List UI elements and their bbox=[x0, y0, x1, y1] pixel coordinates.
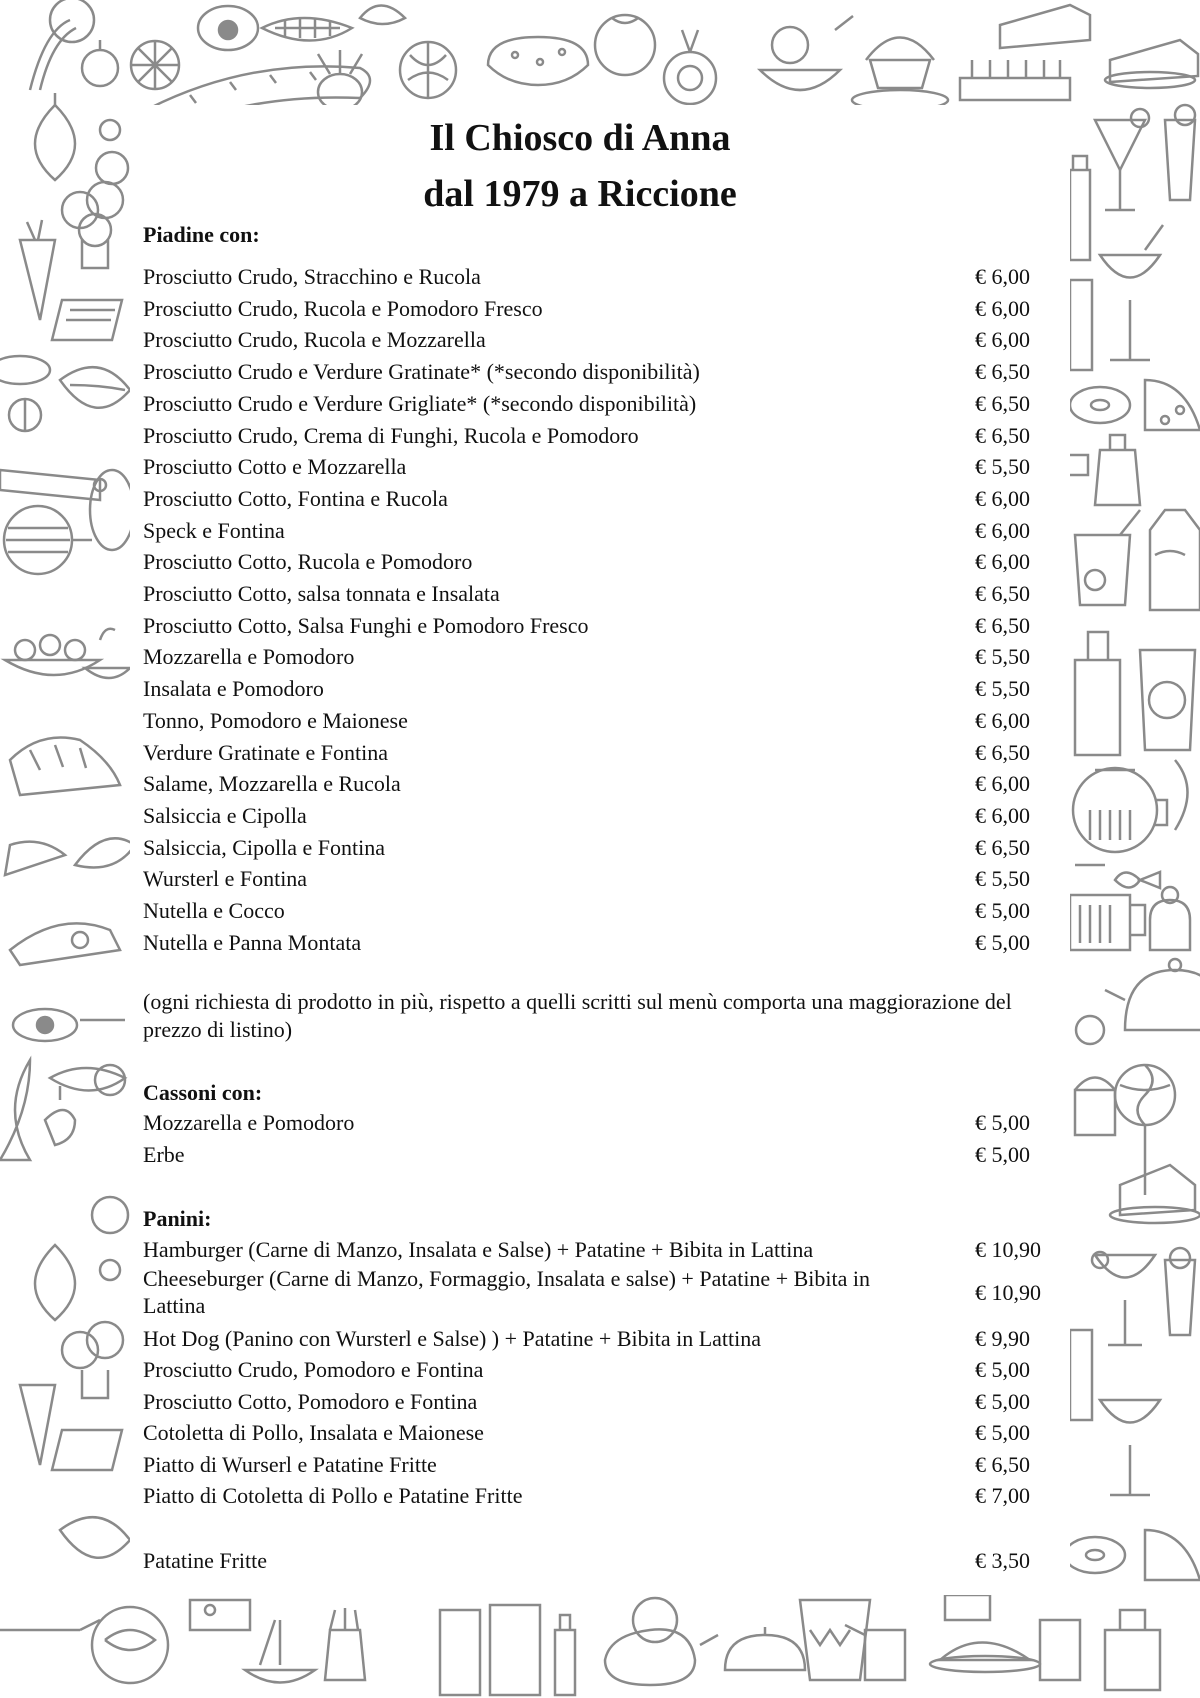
bread-icon bbox=[10, 738, 120, 796]
cake-icon bbox=[1150, 887, 1190, 950]
menu-item bbox=[143, 673, 1043, 704]
menu-item-name: Hot Dog (Panino con Wursterl e Salse) ) + Patatine + Bibita in Lattina bbox=[143, 1326, 762, 1351]
menu-item bbox=[143, 800, 1043, 831]
menu-item-name: Salsiccia e Cipolla bbox=[143, 803, 307, 828]
menu-item bbox=[143, 895, 1043, 926]
vegetable-icon bbox=[325, 1608, 365, 1680]
onion-icon bbox=[35, 93, 75, 180]
coffee-cup-icon bbox=[1073, 768, 1167, 852]
fruit-icon bbox=[50, 0, 94, 42]
menu-item-price: € 6,00 bbox=[975, 264, 1030, 289]
fruit-icon bbox=[82, 40, 118, 86]
bottle-icon bbox=[1095, 435, 1140, 505]
menu-item-price: € 6,50 bbox=[975, 613, 1030, 638]
menu-item-price: € 6,50 bbox=[975, 423, 1030, 448]
menu-item bbox=[143, 610, 1043, 641]
menu-item bbox=[143, 832, 1043, 863]
vegetable-icon bbox=[0, 356, 50, 384]
menu-item-name: Wursterl e Fontina bbox=[143, 866, 308, 891]
carrot-icon bbox=[20, 220, 55, 320]
egg-icon bbox=[13, 1009, 125, 1041]
broccoli-icon bbox=[62, 182, 123, 268]
menu-item-name: Verdure Gratinate e Fontina bbox=[143, 740, 388, 765]
menu-item-price: € 6,00 bbox=[975, 486, 1030, 511]
menu-item-price: € 7,00 bbox=[975, 1483, 1030, 1508]
bread-icon bbox=[52, 300, 122, 340]
menu-item bbox=[143, 1449, 1043, 1480]
bread-icon bbox=[52, 1430, 122, 1470]
bottle-icon bbox=[1105, 1610, 1160, 1690]
corn-icon bbox=[262, 18, 352, 41]
menu-item-price: € 5,50 bbox=[975, 676, 1030, 701]
menu-item-price: € 10,90 bbox=[975, 1237, 1041, 1262]
cake-icon bbox=[960, 60, 1070, 100]
menu-item-price: € 6,00 bbox=[975, 803, 1030, 828]
fruit-icon bbox=[1076, 1016, 1104, 1044]
menu-item-price: € 6,00 bbox=[975, 771, 1030, 796]
jar-icon bbox=[440, 1605, 540, 1695]
menu-item-price: € 6,00 bbox=[975, 549, 1030, 574]
menu-item bbox=[143, 863, 1043, 894]
vegetable-icon bbox=[0, 470, 106, 500]
vegetable-icon bbox=[400, 42, 456, 98]
jar-icon bbox=[190, 1600, 250, 1630]
menu-item-name: Prosciutto Crudo e Verdure Grigliate* (*secondo disponibilità) bbox=[143, 391, 697, 416]
menu-item-price: € 5,00 bbox=[975, 930, 1030, 955]
menu-item-price: € 3,50 bbox=[975, 1548, 1030, 1573]
section-heading-panini: Panini: bbox=[143, 1206, 212, 1231]
avocado-icon bbox=[198, 6, 258, 50]
menu-item-name: Prosciutto Crudo, Stracchino e Rucola bbox=[143, 264, 481, 289]
menu-item-price: € 5,50 bbox=[975, 644, 1030, 669]
menu-item bbox=[143, 1386, 1043, 1417]
cocktail-icon bbox=[1165, 105, 1195, 200]
menu-item bbox=[143, 293, 1043, 324]
salad-icon bbox=[60, 1517, 130, 1558]
grill-icon bbox=[4, 506, 92, 574]
menu-item-price: € 6,50 bbox=[975, 359, 1030, 384]
menu-item-name: Prosciutto Cotto, salsa tonnata e Insalata bbox=[143, 581, 500, 606]
menu-item-price: € 5,50 bbox=[975, 866, 1030, 891]
fruit-icon bbox=[96, 120, 128, 184]
cake-icon bbox=[1105, 40, 1198, 88]
menu-item-price: € 6,50 bbox=[975, 835, 1030, 860]
menu-item-price: € 6,50 bbox=[975, 740, 1030, 765]
menu-item-price: € 5,00 bbox=[975, 1142, 1030, 1167]
menu-item bbox=[143, 1417, 1043, 1448]
menu-item-price: € 6,00 bbox=[975, 518, 1030, 543]
menu-item bbox=[143, 388, 1043, 419]
donut-icon bbox=[1065, 1537, 1125, 1573]
teapot-icon bbox=[605, 1598, 718, 1685]
menu-item-name: Salame, Mozzarella e Rucola bbox=[143, 771, 401, 796]
menu-item-name: Prosciutto Cotto, Rucola e Pomodoro bbox=[143, 549, 473, 574]
broccoli-icon bbox=[62, 1322, 123, 1398]
jar-icon bbox=[945, 1595, 990, 1620]
menu-item-name: Piatto di Wurserl e Patatine Fritte bbox=[143, 1452, 437, 1477]
menu-item bbox=[143, 1107, 1043, 1138]
cocktail-icon bbox=[1075, 510, 1140, 605]
fruit-icon bbox=[131, 41, 179, 89]
menu-item-price: € 6,00 bbox=[975, 327, 1030, 352]
restaurant-subtitle: dal 1979 a Riccione bbox=[423, 173, 737, 215]
menu-item-price: € 6,50 bbox=[975, 581, 1030, 606]
menu-item bbox=[143, 641, 1043, 672]
menu-item-price: € 6,00 bbox=[975, 296, 1030, 321]
menu-item-price: € 10,90 bbox=[975, 1280, 1041, 1305]
section-heading-cassoni: Cassoni con: bbox=[143, 1080, 263, 1105]
menu-item-price: € 9,90 bbox=[975, 1326, 1030, 1351]
bottle-icon bbox=[1070, 280, 1092, 370]
cocktail-icon bbox=[1165, 1248, 1195, 1335]
menu-item-name: Prosciutto Crudo, Pomodoro e Fontina bbox=[143, 1357, 484, 1382]
pie-icon bbox=[930, 1643, 1040, 1673]
menu-item bbox=[143, 705, 1043, 736]
bottle-icon bbox=[555, 1615, 575, 1695]
menu-item-name: Mozzarella e Pomodoro bbox=[143, 1110, 355, 1135]
menu-item bbox=[143, 1354, 1043, 1385]
fruit-icon bbox=[760, 16, 853, 90]
bread-icon bbox=[5, 838, 135, 875]
fruit-icon bbox=[92, 1197, 128, 1280]
menu-item-price: € 5,00 bbox=[975, 1110, 1030, 1135]
bread-icon bbox=[360, 6, 405, 25]
cupcake-icon bbox=[1075, 1078, 1115, 1136]
menu-item bbox=[143, 578, 1043, 609]
menu-item bbox=[143, 261, 1043, 292]
menu-item bbox=[143, 737, 1043, 768]
coffee-cup-icon bbox=[1070, 895, 1145, 950]
coffee-cup-icon bbox=[85, 629, 130, 678]
menu-item-name: Nutella e Panna Montata bbox=[143, 930, 362, 955]
pineapple-icon bbox=[664, 30, 716, 104]
candy-icon bbox=[1145, 1530, 1200, 1580]
menu-item bbox=[143, 483, 1043, 514]
cake-icon bbox=[1110, 1165, 1200, 1223]
cocktail-icon bbox=[1100, 225, 1163, 360]
bottle-icon bbox=[1070, 156, 1090, 260]
menu-item bbox=[143, 515, 1043, 546]
candy-icon bbox=[1145, 380, 1200, 430]
menu-item-name: Prosciutto Crudo, Rucola e Mozzarella bbox=[143, 327, 486, 352]
menu-item-price: € 5,00 bbox=[975, 1357, 1030, 1382]
menu-item bbox=[143, 1234, 1043, 1265]
coffee-cup-icon bbox=[845, 1625, 905, 1680]
menu-item-name: Prosciutto Crudo, Rucola e Pomodoro Fresco bbox=[143, 296, 543, 321]
salad-icon bbox=[60, 367, 130, 408]
carrot-icon bbox=[20, 1385, 55, 1465]
bottle-icon bbox=[1040, 1620, 1080, 1680]
menu-item-name: Prosciutto Cotto e Mozzarella bbox=[143, 454, 407, 479]
menu-item bbox=[143, 1545, 1043, 1576]
menu-item-name: Nutella e Cocco bbox=[143, 898, 285, 923]
menu-item-name: Prosciutto Cotto, Fontina e Rucola bbox=[143, 486, 448, 511]
menu-item-name: Prosciutto Cotto, Salsa Funghi e Pomodoro Fresco bbox=[143, 613, 589, 638]
menu-item-price: € 6,00 bbox=[975, 708, 1030, 733]
cocktail-icon bbox=[1100, 1400, 1160, 1495]
cocktail-icon bbox=[1095, 109, 1149, 210]
menu-item-name: Patatine Fritte bbox=[143, 1548, 268, 1573]
coffee-cup-icon bbox=[800, 1600, 870, 1680]
cake-icon bbox=[1000, 5, 1090, 48]
menu-item-price: € 5,00 bbox=[975, 898, 1030, 923]
menu-item-name: Cheeseburger (Carne di Manzo, Formaggio, Insalata e salse) + Patatine + Bibita in Lattina bbox=[143, 1266, 870, 1318]
tomato-icon bbox=[595, 15, 655, 75]
menu-item bbox=[143, 356, 1043, 387]
teapot-icon bbox=[1105, 959, 1200, 1030]
menu-item-name: Tonno, Pomodoro e Maionese bbox=[143, 708, 408, 733]
menu-item-name: Erbe bbox=[143, 1142, 185, 1167]
coffee-cup-icon bbox=[1140, 650, 1195, 750]
onion-icon bbox=[35, 1245, 75, 1320]
bottle-icon bbox=[1070, 1330, 1092, 1420]
cupcake-icon bbox=[852, 38, 948, 111]
menu-item-name: Mozzarella e Pomodoro bbox=[143, 644, 355, 669]
menu-item-price: € 6,50 bbox=[975, 391, 1030, 416]
pasta-icon bbox=[92, 1607, 168, 1683]
menu-item bbox=[143, 927, 1043, 958]
menu-item-name: Piatto di Cotoletta di Pollo e Patatine Fritte bbox=[143, 1483, 523, 1508]
menu-item bbox=[143, 451, 1043, 482]
grill-icon bbox=[0, 1620, 100, 1630]
menu-item-name: Salsiccia, Cipolla e Fontina bbox=[143, 835, 385, 860]
menu-item-price: € 5,00 bbox=[975, 1389, 1030, 1414]
menu-item bbox=[143, 1265, 1043, 1325]
milk-icon bbox=[1150, 510, 1200, 610]
menu-item-name: Hamburger (Carne di Manzo, Insalata e Salse) + Patatine + Bibita in Lattina bbox=[143, 1237, 814, 1262]
menu-item bbox=[143, 420, 1043, 451]
vegetable-icon bbox=[0, 1060, 75, 1160]
menu-item-name: Insalata e Pomodoro bbox=[143, 676, 324, 701]
pasta-icon bbox=[90, 470, 134, 550]
menu-item-name: Speck e Fontina bbox=[143, 518, 285, 543]
bread-icon bbox=[488, 37, 588, 85]
menu-item bbox=[143, 324, 1043, 355]
menu-item bbox=[143, 546, 1043, 577]
menu-item-name: Cotoletta di Pollo, Insalata e Maionese bbox=[143, 1420, 484, 1445]
cocktail-icon bbox=[1092, 1252, 1155, 1345]
menu-item-price: € 5,50 bbox=[975, 454, 1030, 479]
menu-item-name: Prosciutto Crudo, Crema di Funghi, Rucola e Pomodoro bbox=[143, 423, 639, 448]
teapot-icon bbox=[725, 1627, 805, 1670]
menu-item-price: € 6,50 bbox=[975, 1452, 1030, 1477]
fruit-icon bbox=[9, 399, 41, 431]
menu-item bbox=[143, 768, 1043, 799]
bottle-icon bbox=[1075, 632, 1120, 755]
menu-item bbox=[143, 1480, 1043, 1511]
bread-icon bbox=[1068, 455, 1088, 475]
restaurant-name: Il Chiosco di Anna bbox=[429, 117, 731, 159]
menu-item bbox=[143, 1139, 1043, 1170]
pricing-note: (ogni richiesta di prodotto in più, rispetto a quelli scritti sul menù comporta una maggiorazione del prezzo di listino) bbox=[143, 989, 1012, 1042]
menu-item bbox=[143, 1323, 1043, 1354]
menu-item-price: € 5,00 bbox=[975, 1420, 1030, 1445]
donut-icon bbox=[1070, 387, 1130, 423]
menu-item-name: Prosciutto Crudo e Verdure Gratinate* (*secondo disponibilità) bbox=[143, 359, 700, 384]
pineapple-icon bbox=[318, 50, 362, 110]
sausage-icon bbox=[10, 923, 120, 965]
candy-icon bbox=[1075, 865, 1160, 888]
menu-item-name: Prosciutto Cotto, Pomodoro e Fontina bbox=[143, 1389, 478, 1414]
coffee-cup-icon bbox=[1175, 760, 1188, 830]
section-heading-piadine: Piadine con: bbox=[143, 222, 260, 247]
pasta-icon bbox=[245, 1620, 315, 1683]
